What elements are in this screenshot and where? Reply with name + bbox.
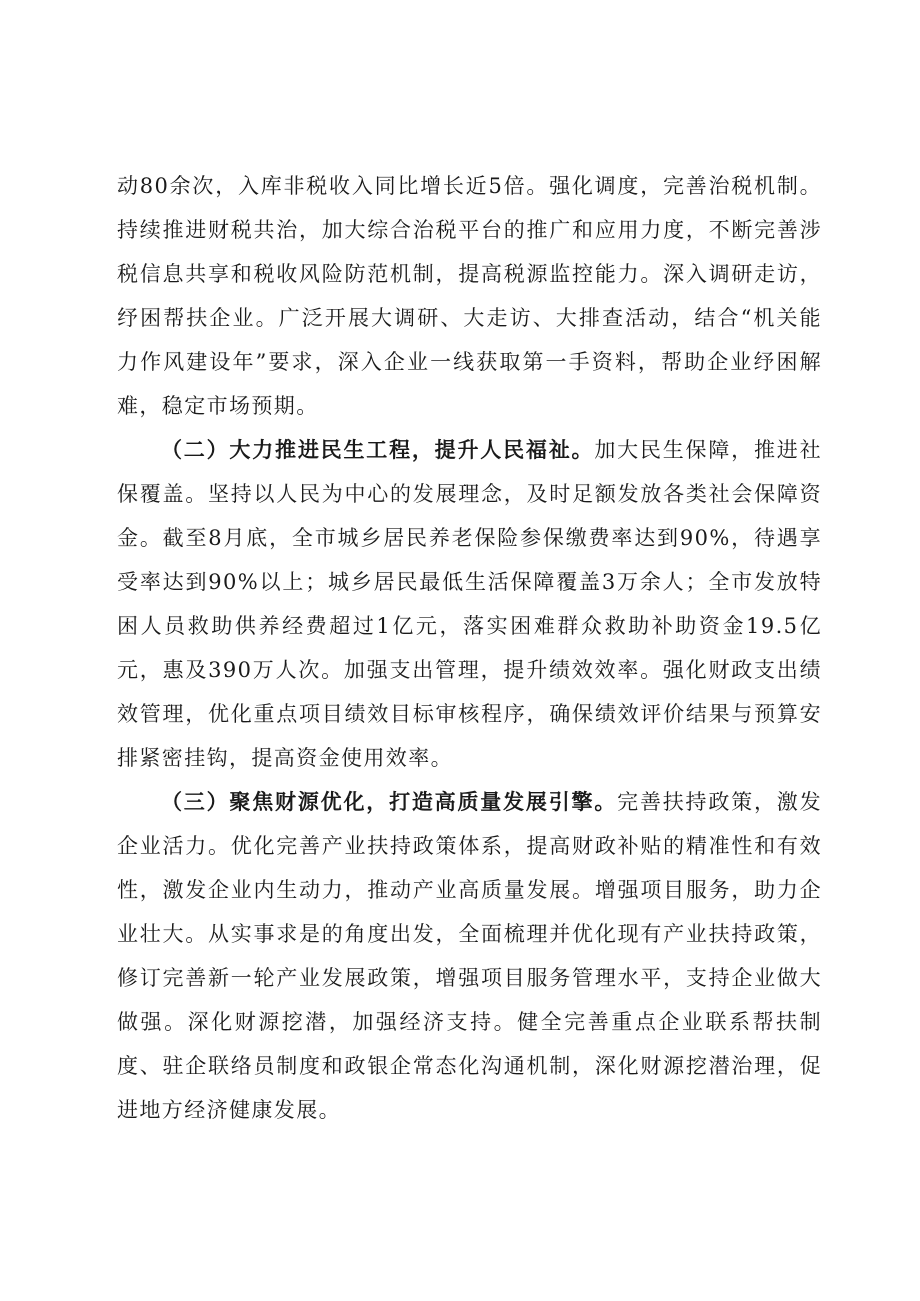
section-heading: （二）大力推进民生工程，提升人民福祉。 <box>161 438 595 462</box>
paragraph-text: 动80余次，入库非税收入同比增长近5倍。强化调度，完善治税机制。持续推进财税共治，加大综合治税平台的推广和应用力度，不断完善涉税信息共享和税收风险防范机制，提高税源监控能力。深入调研走访，纾困帮扶企业。广泛开展大调研、大走访、大排查活动，结合“机关能力作风建设年”要求，深入企业一线获取第一手资料，帮助企业纾困解难，稳定市场预期。 <box>117 174 822 418</box>
paragraph-section-three <box>117 780 822 1132</box>
paragraph-text: 加大民生保障，推进社保覆盖。坚持以人民为中心的发展理念，及时足额发放各类社会保障资金。截至8月底，全市城乡居民养老保险参保缴费率达到90%，待遇享受率达到90%以上；城乡居民最低生活保障覆盖3万余人；全市发放特困人员救助供养经费超过1亿元，落实困难群众救助补助资金19.5亿元，惠及390万人次。加强支出管理，提升绩效效率。强化财政支出绩效管理，优化重点项目绩效目标审核程序，确保绩效评价结果与预算安排紧密挂钩，提高资金使用效率。 <box>117 438 822 770</box>
paragraph-text: 完善扶持政策，激发企业活力。优化完善产业扶持政策体系，提高财政补贴的精准性和有效性，激发企业内生动力，推动产业高质量发展。增强项目服务，助力企业壮大。从实事求是的角度出发，全面梳理并优化现有产业扶持政策，修订完善新一轮产业发展政策，增强项目服务管理水平，支持企业做大做强。深化财源挖潜，加强经济支持。健全完善重点企业联系帮扶制度、驻企联络员制度和政银企常态化沟通机制，深化财源挖潜治理，促进地方经济健康发展。 <box>117 790 822 1122</box>
paragraph-continuation <box>117 164 822 428</box>
document-body <box>117 164 822 1132</box>
section-heading: （三）聚焦财源优化，打造高质量发展引擎。 <box>161 790 618 814</box>
paragraph-section-two <box>117 428 822 780</box>
